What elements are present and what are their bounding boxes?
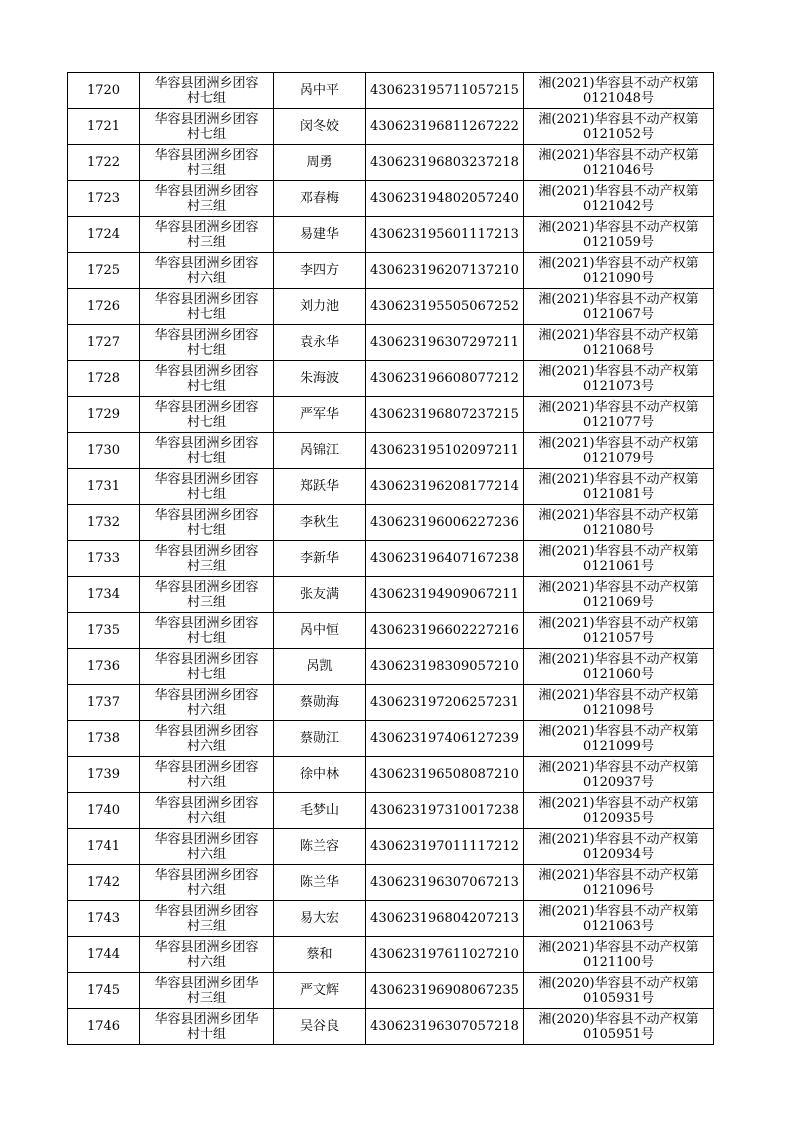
location-line-2: 村七组 bbox=[186, 90, 226, 106]
row-number: 1728 bbox=[68, 361, 140, 397]
location-line-2: 村三组 bbox=[186, 594, 226, 610]
id-number: 430623196208177214 bbox=[366, 469, 524, 505]
certificate-cell bbox=[524, 721, 714, 757]
id-number: 430623197011117212 bbox=[366, 829, 524, 865]
table-row bbox=[68, 433, 714, 469]
certificate-line-2: 0121069号 bbox=[583, 594, 654, 610]
owner-name: 呙锦江 bbox=[274, 433, 366, 469]
certificate-line-1: 湘(2021)华容县不动产权第 bbox=[538, 363, 699, 379]
location-line-1: 华容县团洲乡团华 bbox=[154, 1011, 259, 1027]
owner-name: 吴谷良 bbox=[274, 1009, 366, 1045]
id-number: 430623196608077212 bbox=[366, 361, 524, 397]
table-row bbox=[68, 145, 714, 181]
location-cell bbox=[140, 649, 274, 685]
row-number: 1746 bbox=[68, 1009, 140, 1045]
certificate-line-1: 湘(2021)华容县不动产权第 bbox=[538, 507, 699, 523]
certificate-line-2: 0120935号 bbox=[583, 810, 654, 826]
id-number: 430623196307297211 bbox=[366, 325, 524, 361]
location-line-1: 华容县团洲乡团容 bbox=[154, 111, 259, 127]
owner-name: 蔡勋江 bbox=[274, 721, 366, 757]
table-row bbox=[68, 109, 714, 145]
row-number: 1734 bbox=[68, 577, 140, 613]
certificate-line-1: 湘(2021)华容县不动产权第 bbox=[538, 147, 699, 163]
location-line-1: 华容县团洲乡团容 bbox=[154, 723, 259, 739]
certificate-line-2: 0121098号 bbox=[583, 702, 654, 718]
certificate-line-1: 湘(2021)华容县不动产权第 bbox=[538, 795, 699, 811]
row-number: 1736 bbox=[68, 649, 140, 685]
table-row bbox=[68, 685, 714, 721]
location-cell bbox=[140, 937, 274, 973]
owner-name: 蔡和 bbox=[274, 937, 366, 973]
location-line-2: 村三组 bbox=[186, 234, 226, 250]
location-line-1: 华容县团洲乡团容 bbox=[154, 147, 259, 163]
location-cell bbox=[140, 505, 274, 541]
location-line-2: 村三组 bbox=[186, 198, 226, 214]
certificate-line-2: 0105931号 bbox=[583, 990, 654, 1006]
owner-name: 张友满 bbox=[274, 577, 366, 613]
location-cell bbox=[140, 217, 274, 253]
location-line-2: 村七组 bbox=[186, 342, 226, 358]
location-line-1: 华容县团洲乡团容 bbox=[154, 327, 259, 343]
certificate-line-1: 湘(2021)华容县不动产权第 bbox=[538, 723, 699, 739]
certificate-cell bbox=[524, 217, 714, 253]
certificate-line-2: 0121059号 bbox=[583, 234, 654, 250]
certificate-line-2: 0121090号 bbox=[583, 270, 654, 286]
table-row bbox=[68, 649, 714, 685]
owner-name: 徐中林 bbox=[274, 757, 366, 793]
location-cell bbox=[140, 361, 274, 397]
certificate-line-1: 湘(2021)华容县不动产权第 bbox=[538, 687, 699, 703]
location-line-2: 村七组 bbox=[186, 522, 226, 538]
certificate-line-1: 湘(2021)华容县不动产权第 bbox=[538, 651, 699, 667]
certificate-cell bbox=[524, 145, 714, 181]
location-line-1: 华容县团洲乡团容 bbox=[154, 579, 259, 595]
row-number: 1724 bbox=[68, 217, 140, 253]
location-line-1: 华容县团洲乡团容 bbox=[154, 183, 259, 199]
location-line-1: 华容县团洲乡团容 bbox=[154, 291, 259, 307]
row-number: 1737 bbox=[68, 685, 140, 721]
id-number: 430623197611027210 bbox=[366, 937, 524, 973]
certificate-cell bbox=[524, 433, 714, 469]
certificate-line-2: 0121079号 bbox=[583, 450, 654, 466]
row-number: 1723 bbox=[68, 181, 140, 217]
location-line-1: 华容县团洲乡团容 bbox=[154, 651, 259, 667]
certificate-line-2: 0121081号 bbox=[583, 486, 654, 502]
owner-name: 邓春梅 bbox=[274, 181, 366, 217]
table-row bbox=[68, 757, 714, 793]
table-row bbox=[68, 289, 714, 325]
certificate-line-1: 湘(2021)华容县不动产权第 bbox=[538, 831, 699, 847]
table-row bbox=[68, 865, 714, 901]
certificate-line-1: 湘(2021)华容县不动产权第 bbox=[538, 903, 699, 919]
owner-name: 周勇 bbox=[274, 145, 366, 181]
certificate-line-2: 0121096号 bbox=[583, 882, 654, 898]
location-line-2: 村十组 bbox=[186, 1026, 226, 1042]
certificate-line-2: 0121067号 bbox=[583, 306, 654, 322]
row-number: 1740 bbox=[68, 793, 140, 829]
certificate-cell bbox=[524, 325, 714, 361]
location-line-2: 村七组 bbox=[186, 306, 226, 322]
table-row bbox=[68, 577, 714, 613]
id-number: 430623196803237218 bbox=[366, 145, 524, 181]
certificate-line-1: 湘(2021)华容县不动产权第 bbox=[538, 435, 699, 451]
certificate-cell bbox=[524, 469, 714, 505]
certificate-line-1: 湘(2020)华容县不动产权第 bbox=[538, 1011, 699, 1027]
location-line-2: 村六组 bbox=[186, 882, 226, 898]
location-line-2: 村六组 bbox=[186, 738, 226, 754]
owner-name: 易大宏 bbox=[274, 901, 366, 937]
row-number: 1732 bbox=[68, 505, 140, 541]
id-number: 430623196307067213 bbox=[366, 865, 524, 901]
row-number: 1744 bbox=[68, 937, 140, 973]
location-line-2: 村三组 bbox=[186, 990, 226, 1006]
table-row bbox=[68, 217, 714, 253]
location-line-2: 村七组 bbox=[186, 630, 226, 646]
certificate-line-2: 0121057号 bbox=[583, 630, 654, 646]
location-line-1: 华容县团洲乡团容 bbox=[154, 831, 259, 847]
owner-name: 李新华 bbox=[274, 541, 366, 577]
table-row bbox=[68, 793, 714, 829]
certificate-cell bbox=[524, 541, 714, 577]
id-number: 430623196811267222 bbox=[366, 109, 524, 145]
certificate-line-1: 湘(2021)华容县不动产权第 bbox=[538, 255, 699, 271]
location-line-1: 华容县团洲乡团容 bbox=[154, 507, 259, 523]
table-row bbox=[68, 469, 714, 505]
owner-name: 毛梦山 bbox=[274, 793, 366, 829]
table-row bbox=[68, 1009, 714, 1045]
certificate-cell bbox=[524, 361, 714, 397]
location-cell bbox=[140, 541, 274, 577]
location-line-1: 华容县团洲乡团容 bbox=[154, 615, 259, 631]
certificate-cell bbox=[524, 505, 714, 541]
location-line-2: 村六组 bbox=[186, 810, 226, 826]
location-cell bbox=[140, 829, 274, 865]
location-cell bbox=[140, 973, 274, 1009]
row-number: 1739 bbox=[68, 757, 140, 793]
owner-name: 严军华 bbox=[274, 397, 366, 433]
table-row bbox=[68, 829, 714, 865]
certificate-cell bbox=[524, 649, 714, 685]
location-line-1: 华容县团洲乡团容 bbox=[154, 795, 259, 811]
certificate-line-2: 0121077号 bbox=[583, 414, 654, 430]
location-line-2: 村三组 bbox=[186, 558, 226, 574]
id-number: 430623195601117213 bbox=[366, 217, 524, 253]
location-cell bbox=[140, 901, 274, 937]
certificate-cell bbox=[524, 1009, 714, 1045]
location-cell bbox=[140, 793, 274, 829]
location-cell bbox=[140, 397, 274, 433]
certificate-cell bbox=[524, 109, 714, 145]
location-line-1: 华容县团洲乡团容 bbox=[154, 435, 259, 451]
owner-name: 李四方 bbox=[274, 253, 366, 289]
location-cell bbox=[140, 181, 274, 217]
location-line-1: 华容县团洲乡团容 bbox=[154, 543, 259, 559]
id-number: 430623196807237215 bbox=[366, 397, 524, 433]
table-row bbox=[68, 541, 714, 577]
owner-name: 刘力池 bbox=[274, 289, 366, 325]
certificate-cell bbox=[524, 865, 714, 901]
location-cell bbox=[140, 1009, 274, 1045]
location-line-2: 村七组 bbox=[186, 486, 226, 502]
location-line-1: 华容县团洲乡团容 bbox=[154, 219, 259, 235]
certificate-line-2: 0121080号 bbox=[583, 522, 654, 538]
location-line-1: 华容县团洲乡团华 bbox=[154, 975, 259, 991]
location-cell bbox=[140, 73, 274, 109]
certificate-line-1: 湘(2021)华容县不动产权第 bbox=[538, 471, 699, 487]
row-number: 1730 bbox=[68, 433, 140, 469]
owner-name: 陈兰华 bbox=[274, 865, 366, 901]
location-cell bbox=[140, 325, 274, 361]
certificate-line-1: 湘(2021)华容县不动产权第 bbox=[538, 75, 699, 91]
id-number: 430623196602227216 bbox=[366, 613, 524, 649]
certificate-line-2: 0121099号 bbox=[583, 738, 654, 754]
certificate-line-1: 湘(2021)华容县不动产权第 bbox=[538, 939, 699, 955]
row-number: 1720 bbox=[68, 73, 140, 109]
location-line-2: 村三组 bbox=[186, 162, 226, 178]
owner-name: 朱海波 bbox=[274, 361, 366, 397]
certificate-cell bbox=[524, 973, 714, 1009]
location-cell bbox=[140, 469, 274, 505]
table-row bbox=[68, 721, 714, 757]
table-row bbox=[68, 253, 714, 289]
location-cell bbox=[140, 721, 274, 757]
certificate-line-2: 0105951号 bbox=[583, 1026, 654, 1042]
row-number: 1731 bbox=[68, 469, 140, 505]
location-cell bbox=[140, 433, 274, 469]
certificate-cell bbox=[524, 757, 714, 793]
location-cell bbox=[140, 685, 274, 721]
row-number: 1743 bbox=[68, 901, 140, 937]
location-line-2: 村六组 bbox=[186, 846, 226, 862]
owner-name: 严文辉 bbox=[274, 973, 366, 1009]
location-line-1: 华容县团洲乡团容 bbox=[154, 687, 259, 703]
owner-name: 闵冬姣 bbox=[274, 109, 366, 145]
table-row bbox=[68, 505, 714, 541]
location-line-2: 村七组 bbox=[186, 126, 226, 142]
id-number: 430623195505067252 bbox=[366, 289, 524, 325]
certificate-line-1: 湘(2021)华容县不动产权第 bbox=[538, 759, 699, 775]
location-line-1: 华容县团洲乡团容 bbox=[154, 363, 259, 379]
owner-name: 易建华 bbox=[274, 217, 366, 253]
table-row bbox=[68, 73, 714, 109]
location-line-1: 华容县团洲乡团容 bbox=[154, 903, 259, 919]
certificate-cell bbox=[524, 253, 714, 289]
table-row bbox=[68, 397, 714, 433]
location-cell bbox=[140, 109, 274, 145]
location-line-2: 村七组 bbox=[186, 450, 226, 466]
certificate-line-2: 0121048号 bbox=[583, 90, 654, 106]
owner-name: 袁永华 bbox=[274, 325, 366, 361]
owner-name: 郑跃华 bbox=[274, 469, 366, 505]
location-line-2: 村三组 bbox=[186, 918, 226, 934]
certificate-line-2: 0121060号 bbox=[583, 666, 654, 682]
location-cell bbox=[140, 145, 274, 181]
location-line-1: 华容县团洲乡团容 bbox=[154, 75, 259, 91]
row-number: 1729 bbox=[68, 397, 140, 433]
location-cell bbox=[140, 757, 274, 793]
certificate-line-1: 湘(2021)华容县不动产权第 bbox=[538, 399, 699, 415]
certificate-line-2: 0121063号 bbox=[583, 918, 654, 934]
table-row bbox=[68, 361, 714, 397]
certificate-line-1: 湘(2021)华容县不动产权第 bbox=[538, 615, 699, 631]
certificate-cell bbox=[524, 73, 714, 109]
certificate-line-2: 0120937号 bbox=[583, 774, 654, 790]
id-number: 430623197206257231 bbox=[366, 685, 524, 721]
row-number: 1733 bbox=[68, 541, 140, 577]
owner-name: 蔡勋海 bbox=[274, 685, 366, 721]
row-number: 1725 bbox=[68, 253, 140, 289]
certificate-line-2: 0121073号 bbox=[583, 378, 654, 394]
location-line-1: 华容县团洲乡团容 bbox=[154, 759, 259, 775]
id-number: 430623195711057215 bbox=[366, 73, 524, 109]
id-number: 430623196508087210 bbox=[366, 757, 524, 793]
id-number: 430623196804207213 bbox=[366, 901, 524, 937]
certificate-cell bbox=[524, 829, 714, 865]
certificate-cell bbox=[524, 289, 714, 325]
id-number: 430623197406127239 bbox=[366, 721, 524, 757]
location-line-1: 华容县团洲乡团容 bbox=[154, 255, 259, 271]
certificate-line-1: 湘(2021)华容县不动产权第 bbox=[538, 219, 699, 235]
row-number: 1722 bbox=[68, 145, 140, 181]
id-number: 430623196006227236 bbox=[366, 505, 524, 541]
row-number: 1745 bbox=[68, 973, 140, 1009]
row-number: 1741 bbox=[68, 829, 140, 865]
certificate-line-2: 0121061号 bbox=[583, 558, 654, 574]
id-number: 430623196207137210 bbox=[366, 253, 524, 289]
certificate-line-1: 湘(2021)华容县不动产权第 bbox=[538, 579, 699, 595]
location-line-2: 村七组 bbox=[186, 378, 226, 394]
location-line-2: 村七组 bbox=[186, 414, 226, 430]
id-number: 430623198309057210 bbox=[366, 649, 524, 685]
owner-name: 李秋生 bbox=[274, 505, 366, 541]
id-number: 430623194909067211 bbox=[366, 577, 524, 613]
certificate-cell bbox=[524, 397, 714, 433]
location-cell bbox=[140, 577, 274, 613]
location-line-2: 村六组 bbox=[186, 702, 226, 718]
certificate-line-2: 0121100号 bbox=[583, 954, 654, 970]
location-cell bbox=[140, 865, 274, 901]
row-number: 1721 bbox=[68, 109, 140, 145]
row-number: 1735 bbox=[68, 613, 140, 649]
certificate-line-2: 0121042号 bbox=[583, 198, 654, 214]
location-line-2: 村六组 bbox=[186, 954, 226, 970]
certificate-cell bbox=[524, 901, 714, 937]
owner-name: 呙中平 bbox=[274, 73, 366, 109]
location-line-2: 村六组 bbox=[186, 774, 226, 790]
location-line-2: 村七组 bbox=[186, 666, 226, 682]
certificate-line-2: 0120934号 bbox=[583, 846, 654, 862]
id-number: 430623195102097211 bbox=[366, 433, 524, 469]
location-line-1: 华容县团洲乡团容 bbox=[154, 399, 259, 415]
certificate-cell bbox=[524, 685, 714, 721]
id-number: 430623196908067235 bbox=[366, 973, 524, 1009]
row-number: 1726 bbox=[68, 289, 140, 325]
table-row bbox=[68, 325, 714, 361]
location-cell bbox=[140, 289, 274, 325]
table-row bbox=[68, 937, 714, 973]
row-number: 1727 bbox=[68, 325, 140, 361]
registry-table-body bbox=[68, 73, 714, 1045]
location-line-1: 华容县团洲乡团容 bbox=[154, 471, 259, 487]
owner-name: 呙中恒 bbox=[274, 613, 366, 649]
certificate-line-1: 湘(2021)华容县不动产权第 bbox=[538, 111, 699, 127]
certificate-cell bbox=[524, 181, 714, 217]
table-row bbox=[68, 181, 714, 217]
id-number: 430623196307057218 bbox=[366, 1009, 524, 1045]
certificate-line-1: 湘(2021)华容县不动产权第 bbox=[538, 327, 699, 343]
location-line-1: 华容县团洲乡团容 bbox=[154, 939, 259, 955]
certificate-line-1: 湘(2021)华容县不动产权第 bbox=[538, 183, 699, 199]
table-row bbox=[68, 901, 714, 937]
certificate-cell bbox=[524, 613, 714, 649]
table-row bbox=[68, 613, 714, 649]
registry-table bbox=[67, 72, 714, 1045]
id-number: 430623197310017238 bbox=[366, 793, 524, 829]
location-cell bbox=[140, 613, 274, 649]
certificate-cell bbox=[524, 793, 714, 829]
table-row bbox=[68, 973, 714, 1009]
location-line-1: 华容县团洲乡团容 bbox=[154, 867, 259, 883]
location-cell bbox=[140, 253, 274, 289]
row-number: 1738 bbox=[68, 721, 140, 757]
owner-name: 陈兰容 bbox=[274, 829, 366, 865]
row-number: 1742 bbox=[68, 865, 140, 901]
id-number: 430623196407167238 bbox=[366, 541, 524, 577]
certificate-line-1: 湘(2021)华容县不动产权第 bbox=[538, 867, 699, 883]
certificate-line-2: 0121052号 bbox=[583, 126, 654, 142]
certificate-line-2: 0121068号 bbox=[583, 342, 654, 358]
certificate-line-1: 湘(2021)华容县不动产权第 bbox=[538, 291, 699, 307]
certificate-cell bbox=[524, 937, 714, 973]
owner-name: 呙凯 bbox=[274, 649, 366, 685]
certificate-line-1: 湘(2021)华容县不动产权第 bbox=[538, 543, 699, 559]
certificate-line-1: 湘(2020)华容县不动产权第 bbox=[538, 975, 699, 991]
location-line-2: 村六组 bbox=[186, 270, 226, 286]
certificate-cell bbox=[524, 577, 714, 613]
certificate-line-2: 0121046号 bbox=[583, 162, 654, 178]
id-number: 430623194802057240 bbox=[366, 181, 524, 217]
